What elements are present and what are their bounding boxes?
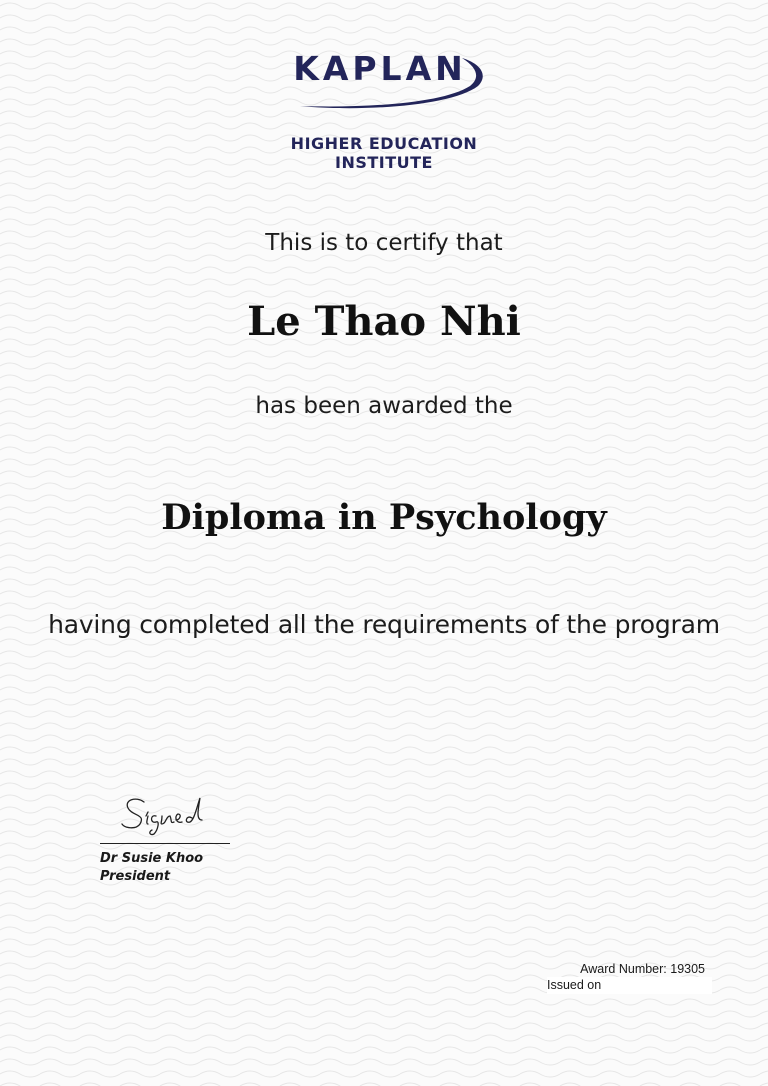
program-title: Diploma in Psychology [161, 497, 607, 538]
logo-swoosh-icon [282, 49, 488, 114]
issued-on [547, 977, 712, 994]
completion-text: having completed all the requirements of the program [48, 610, 720, 639]
awarded-text: has been awarded the [255, 393, 513, 419]
signer-name: Dr Susie Khoo [100, 851, 204, 866]
signature-line [100, 843, 230, 844]
recipient-name: Le Thao Nhi [247, 298, 521, 345]
institution-subtitle [0, 134, 768, 172]
subtitle-line-2: INSTITUTE [335, 153, 433, 172]
certify-intro: This is to certify that [265, 230, 503, 256]
award-number: Award Number: 19305 [580, 962, 705, 976]
signature-image [116, 790, 226, 838]
issued-on-label: Issued on [547, 978, 602, 992]
subtitle-line-1: HIGHER EDUCATION [290, 134, 478, 153]
logo-wordmark: KAPLAN [293, 49, 467, 88]
signer-title: President [100, 869, 171, 884]
